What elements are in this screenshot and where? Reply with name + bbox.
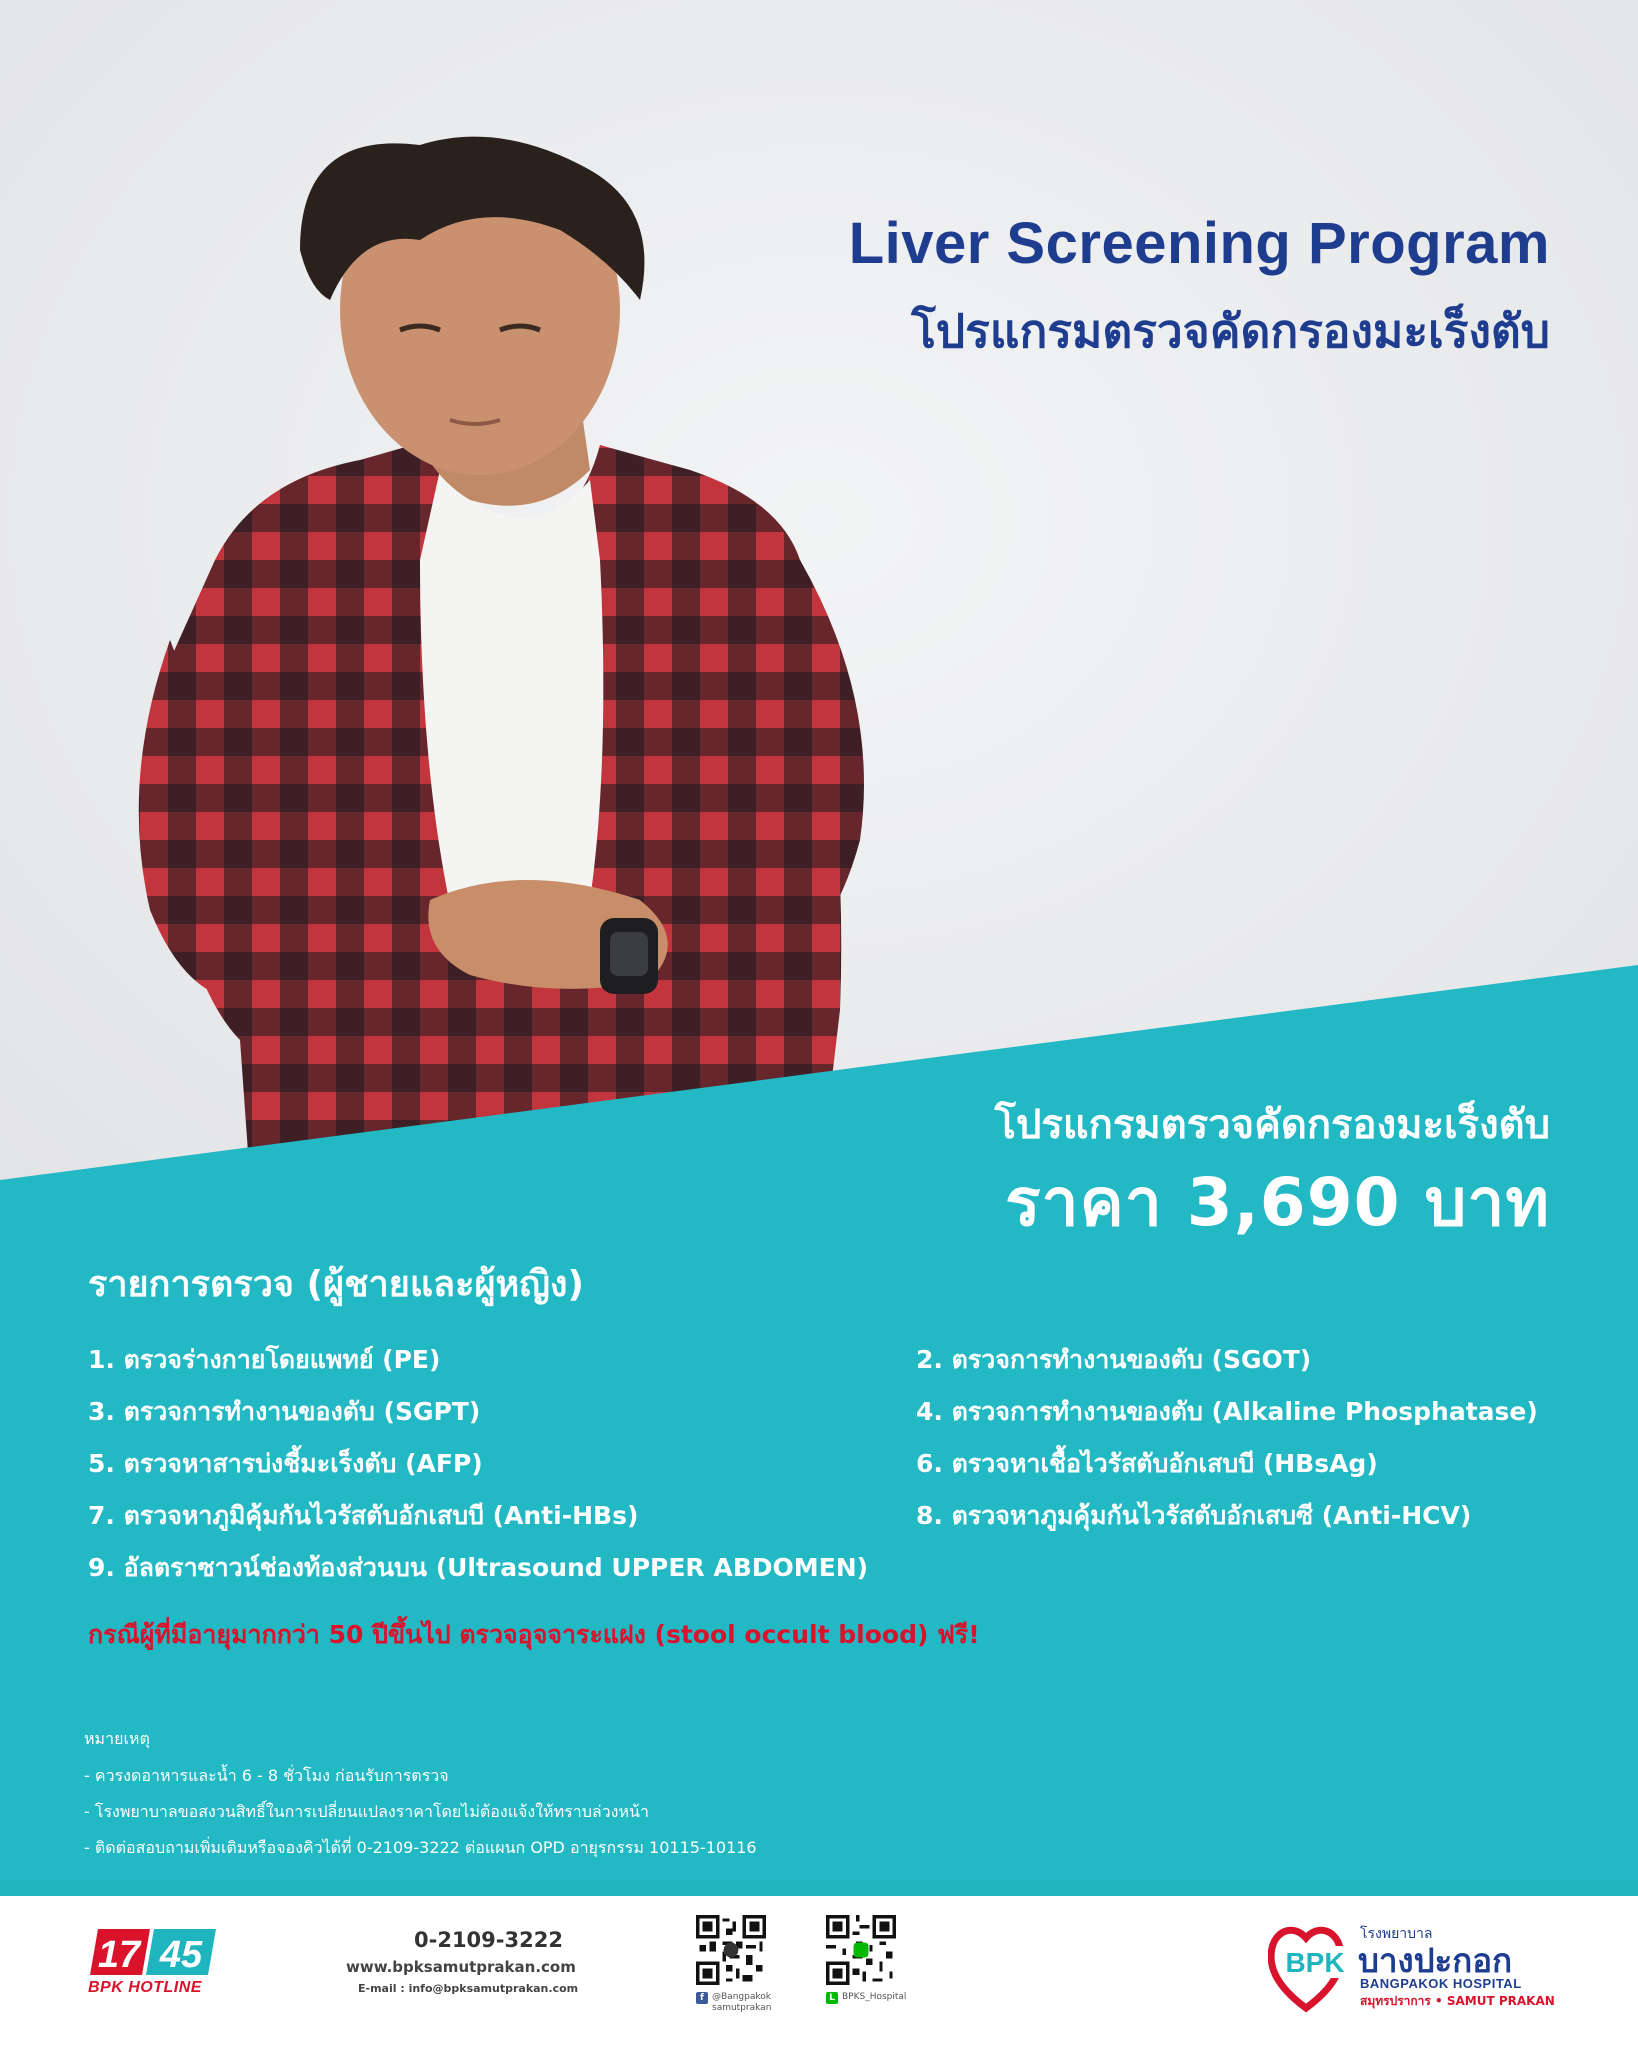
- checklist-item: 7. ตรวจหาภูมิคุ้มกันไวรัสตับอักเสบบี (Anti-HBs): [88, 1501, 639, 1530]
- facebook-icon: f: [696, 1992, 708, 2004]
- free-stool-test-note: กรณีผู้ที่มีอายุมากกว่า 50 ปีขึ้นไป ตรวจอุจจาระแฝง (stool occult blood) ฟรี!: [88, 1620, 980, 1649]
- line-icon: L: [826, 1992, 838, 2004]
- checklist-item: 9. อัลตราซาวน์ช่องท้องส่วนบน (Ultrasound UPPER ABDOMEN): [88, 1553, 869, 1582]
- remarks-line: - ควรงดอาหารและน้ำ 6 - 8 ชั่วโมง ก่อนรับการตรวจ: [84, 1766, 449, 1785]
- footer-divider: [0, 1880, 1638, 1896]
- checklist-item: 5. ตรวจหาสารบ่งชี้มะเร็งตับ (AFP): [88, 1449, 483, 1478]
- promo-price: ราคา 3,690 บาท: [1005, 1164, 1550, 1241]
- facebook-caption-line-2: samutprakan: [712, 2003, 772, 2013]
- facebook-caption: [696, 1992, 771, 2014]
- remarks-line: - โรงพยาบาลขอสงวนสิทธิ์ในการเปลี่ยนแปลงราคาโดยไม่ต้องแจ้งให้ทราบล่วงหน้า: [84, 1802, 649, 1821]
- line-caption: [826, 1992, 906, 2004]
- bpk-hospital-logo[interactable]: [1268, 1916, 1558, 2016]
- promo-program-name: โปรแกรมตรวจคัดกรองมะเร็งตับ: [994, 1102, 1550, 1148]
- facebook-caption-line-1: @Bangpakok: [712, 1992, 771, 2002]
- logo-location: สมุทรปราการ • SAMUT PRAKAN: [1360, 1994, 1555, 2008]
- contact-email-link[interactable]: E-mail : info@bpksamutprakan.com: [358, 1982, 579, 1995]
- logo-th-small: โรงพยาบาล: [1360, 1926, 1433, 1942]
- checklist-item: 4. ตรวจการทำงานของตับ (Alkaline Phosphatase): [916, 1397, 1538, 1426]
- line-qr-code-icon[interactable]: [826, 1915, 896, 1985]
- logo-th-big: บางปะกอก: [1358, 1941, 1513, 1980]
- checklist-heading: รายการตรวจ (ผู้ชายและผู้หญิง): [88, 1264, 584, 1305]
- facebook-qr-code-icon[interactable]: [696, 1915, 766, 1985]
- checklist-item: 2. ตรวจการทำงานของตับ (SGOT): [916, 1345, 1312, 1374]
- hotline-number-part-1: 17: [97, 1934, 141, 1976]
- checklist-item: 1. ตรวจร่างกายโดยแพทย์ (PE): [88, 1345, 441, 1374]
- program-title-en: Liver Screening Program: [848, 211, 1550, 276]
- hotline-label: BPK HOTLINE: [88, 1979, 202, 1996]
- remarks: [84, 1727, 757, 1872]
- contact-phone[interactable]: 0-2109-3222: [414, 1928, 563, 1952]
- checklist-item: 6. ตรวจหาเชื้อไวรัสตับอักเสบบี (HBsAg): [916, 1449, 1378, 1478]
- contact-website-link[interactable]: www.bpksamutprakan.com: [346, 1958, 576, 1976]
- logo-en: BANGPAKOK HOSPITAL: [1360, 1976, 1522, 1991]
- remarks-title: หมายเหตุ: [84, 1729, 150, 1748]
- remarks-line: - ติดต่อสอบถามเพิ่มเติมหรือจองคิวได้ที่ 0-2109-3222 ต่อแผนก OPD อายุรกรรม 10115-10116: [84, 1838, 757, 1857]
- logo-abbr: BPK: [1285, 1947, 1345, 1978]
- line-caption-text: BPKS_Hospital: [842, 1992, 907, 2002]
- checklist-item: 3. ตรวจการทำงานของตับ (SGPT): [88, 1397, 481, 1426]
- hotline-number-part-2: 45: [159, 1934, 203, 1976]
- checklist-item: 8. ตรวจหาภูมคุ้มกันไวรัสตับอักเสบซี (Anti-HCV): [916, 1501, 1472, 1530]
- facebook-caption-text: [712, 1992, 771, 2014]
- program-title-th: โปรแกรมตรวจคัดกรองมะเร็งตับ: [911, 304, 1550, 358]
